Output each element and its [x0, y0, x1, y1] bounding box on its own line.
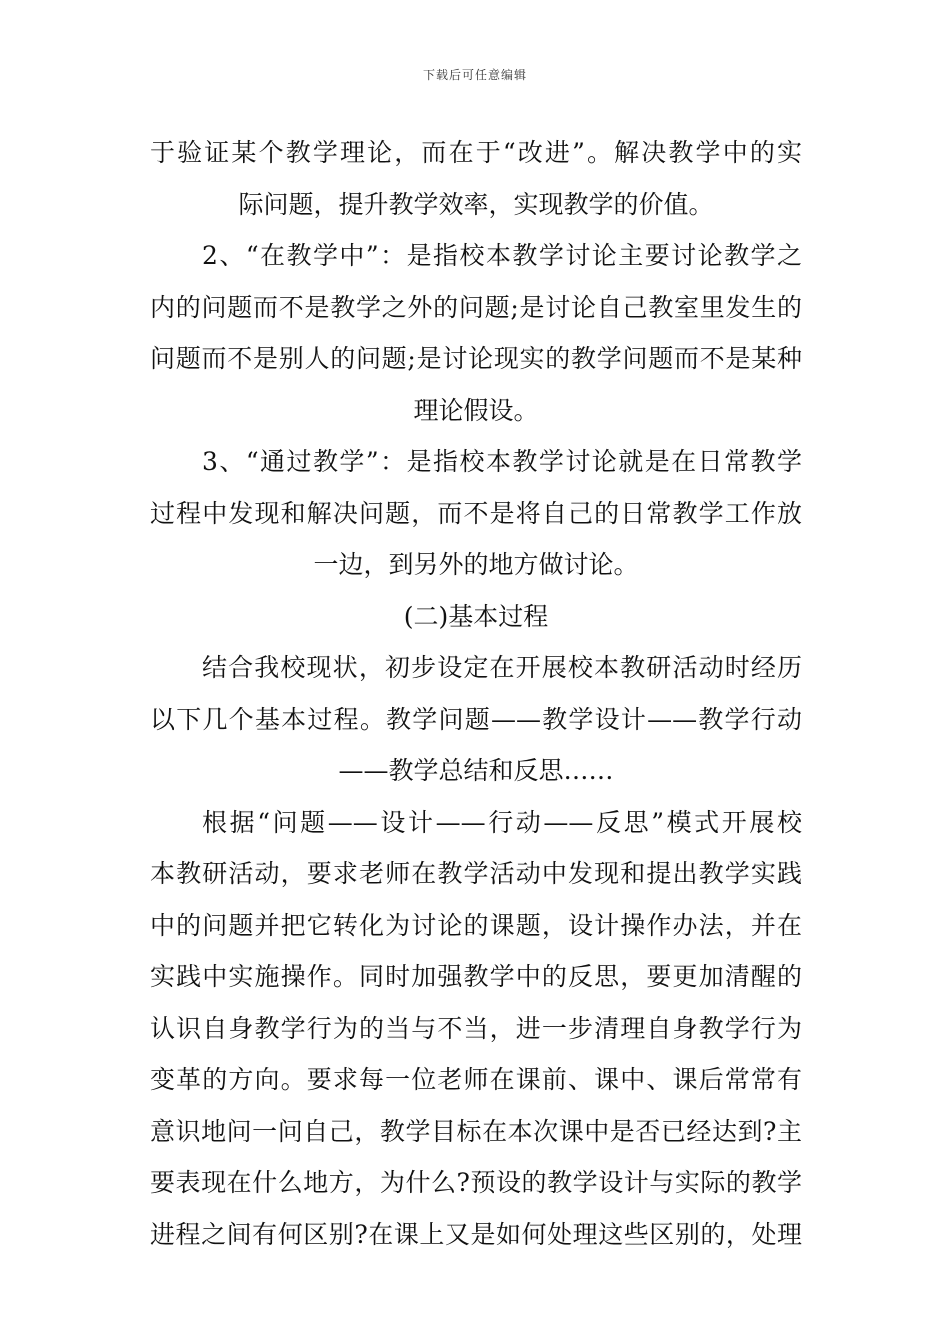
text-line: 理论假设。	[413, 395, 539, 425]
text-line: 3、“通过教学”：是指校本教学讨论就是在日常教学	[202, 447, 802, 476]
text-line: 本教研活动，要求老师在教学活动中发现和提出教学实践	[150, 859, 802, 888]
document-body	[150, 127, 802, 1260]
text-line: 要表现在什么地方，为什么?预设的教学设计与实际的教学	[150, 1168, 802, 1197]
text-line: 实践中实施操作。同时加强教学中的反思，要更加清醒的	[150, 962, 802, 991]
text-line: 意识地问一问自己，教学目标在本次课中是否已经达到?主	[150, 1116, 802, 1146]
text-line: ——教学总结和反思……	[338, 756, 614, 785]
text-line: 一边，到另外的地方做讨论。	[313, 550, 639, 579]
text-line: 问题而不是别人的问题;是讨论现实的教学问题而不是某种	[150, 344, 802, 373]
text-line: 过程中发现和解决问题，而不是将自己的日常教学工作放	[150, 498, 802, 528]
text-line: 进程之间有何区别?在课上又是如何处理这些区别的，处理	[150, 1219, 802, 1249]
text-line: 内的问题而不是教学之外的问题;是讨论自己教室里发生的	[150, 292, 802, 322]
text-line: 认识自身教学行为的当与不当，进一步清理自身教学行为	[150, 1013, 802, 1043]
text-line: 际问题，提升教学效率，实现教学的价值。	[238, 189, 714, 219]
text-line: 结合我校现状，初步设定在开展校本教研活动时经历	[202, 653, 802, 682]
text-line: 2、“在教学中”：是指校本教学讨论主要讨论教学之	[202, 241, 802, 270]
text-line: 根据“问题——设计——行动——反思”模式开展校	[202, 807, 802, 837]
page-header-note: 下载后可任意编辑	[422, 68, 527, 82]
text-line: 变革的方向。要求每一位老师在课前、课中、课后常常有	[150, 1065, 802, 1094]
text-line: 于验证某个教学理论，而在于“改进”。解决教学中的实	[150, 138, 802, 167]
text-line: 中的问题并把它转化为讨论的课题，设计操作办法，并在	[150, 910, 802, 940]
section-heading: (二)基本过程	[403, 601, 549, 631]
text-line: 以下几个基本过程。教学问题——教学设计——教学行动	[150, 704, 802, 734]
